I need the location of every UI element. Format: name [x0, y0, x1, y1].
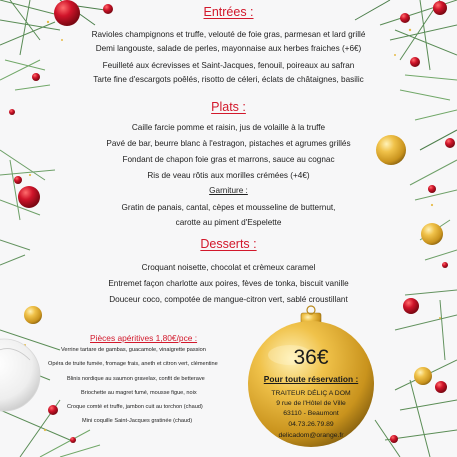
- caterer-city: 63110 - Beaumont: [283, 410, 339, 417]
- aperitif-item: Croque comté et truffe, jambon cuit au torchon (chaud): [67, 404, 203, 410]
- aperitif-item: Briochette au magret fumé, mousse figue, noix: [81, 390, 197, 396]
- plat-item: Caille farcie pomme et raisin, jus de volaille à la truffe: [131, 123, 326, 132]
- aperitif-item: Verrine tartare de gambas, guacamole, vinaigrette passion: [61, 347, 206, 353]
- garniture-item: carotte au piment d'Espelette: [175, 218, 282, 227]
- aperitif-title: Pièces apéritives 1,80€/pce :: [90, 333, 198, 343]
- white-bauble: [0, 339, 40, 411]
- menu-price: 36€: [293, 346, 329, 369]
- reservation-label: Pour toute réservation :: [263, 374, 359, 384]
- plats-heading: Plats :: [211, 100, 246, 114]
- dessert-item: Croquant noisette, chocolat et crèmeux caramel: [141, 263, 316, 272]
- desserts-heading: Desserts :: [200, 237, 257, 251]
- garniture-item: Gratin de panais, cantal, cèpes et mousseline de butternut,: [121, 203, 336, 212]
- entree-item: Demi langouste, salade de perles, mayonnaise aux herbes fraiches (+6€): [95, 44, 362, 53]
- aperitif-item: Mini coquille Saint-Jacques gratinée (chaud): [82, 418, 193, 424]
- entree-item: Ravioles champignons et truffe, velouté de foie gras, parmesan et lard grillé: [91, 30, 366, 39]
- dessert-item: Douceur coco, compotée de mangue-citron vert, sablé croustillant: [109, 295, 348, 304]
- plat-item: Fondant de chapon foie gras et marrons, sauce au cognac: [122, 155, 335, 164]
- aperitif-item: Opéra de truite fumée, fromage frais, aneth et citron vert, clémentine: [48, 361, 218, 367]
- dessert-item: Entremet façon charlotte aux poires, fèves de tonka, biscuit vanille: [108, 279, 349, 288]
- caterer-name: TRAITEUR DÉLIÇ A DOM: [271, 390, 351, 397]
- caterer-phone: 04.73.26.79.89: [288, 421, 334, 428]
- caterer-email: delicadom@orange.fr: [278, 432, 344, 439]
- entrees-heading: Entrées :: [203, 5, 254, 19]
- entree-item: Feuilleté aux écrevisses et Saint-Jacques, fenouil, poireaux au safran: [102, 61, 355, 70]
- caterer-street: 9 rue de l'Hôtel de Ville: [276, 400, 346, 407]
- plat-item: Ris de veau rôtis aux morilles crémées (+4€): [147, 171, 310, 180]
- plat-item: Pavé de bar, beurre blanc à l'estragon, pistaches et agrumes grillés: [106, 139, 351, 148]
- aperitif-item: Blinis nordique au saumon gravelax, confit de betterave: [67, 376, 205, 382]
- garniture-label: Garniture :: [209, 186, 248, 195]
- entree-item: Tarte fine d'escargots poêlés, risotto de céleri, éclats de châtaignes, basilic: [93, 75, 364, 84]
